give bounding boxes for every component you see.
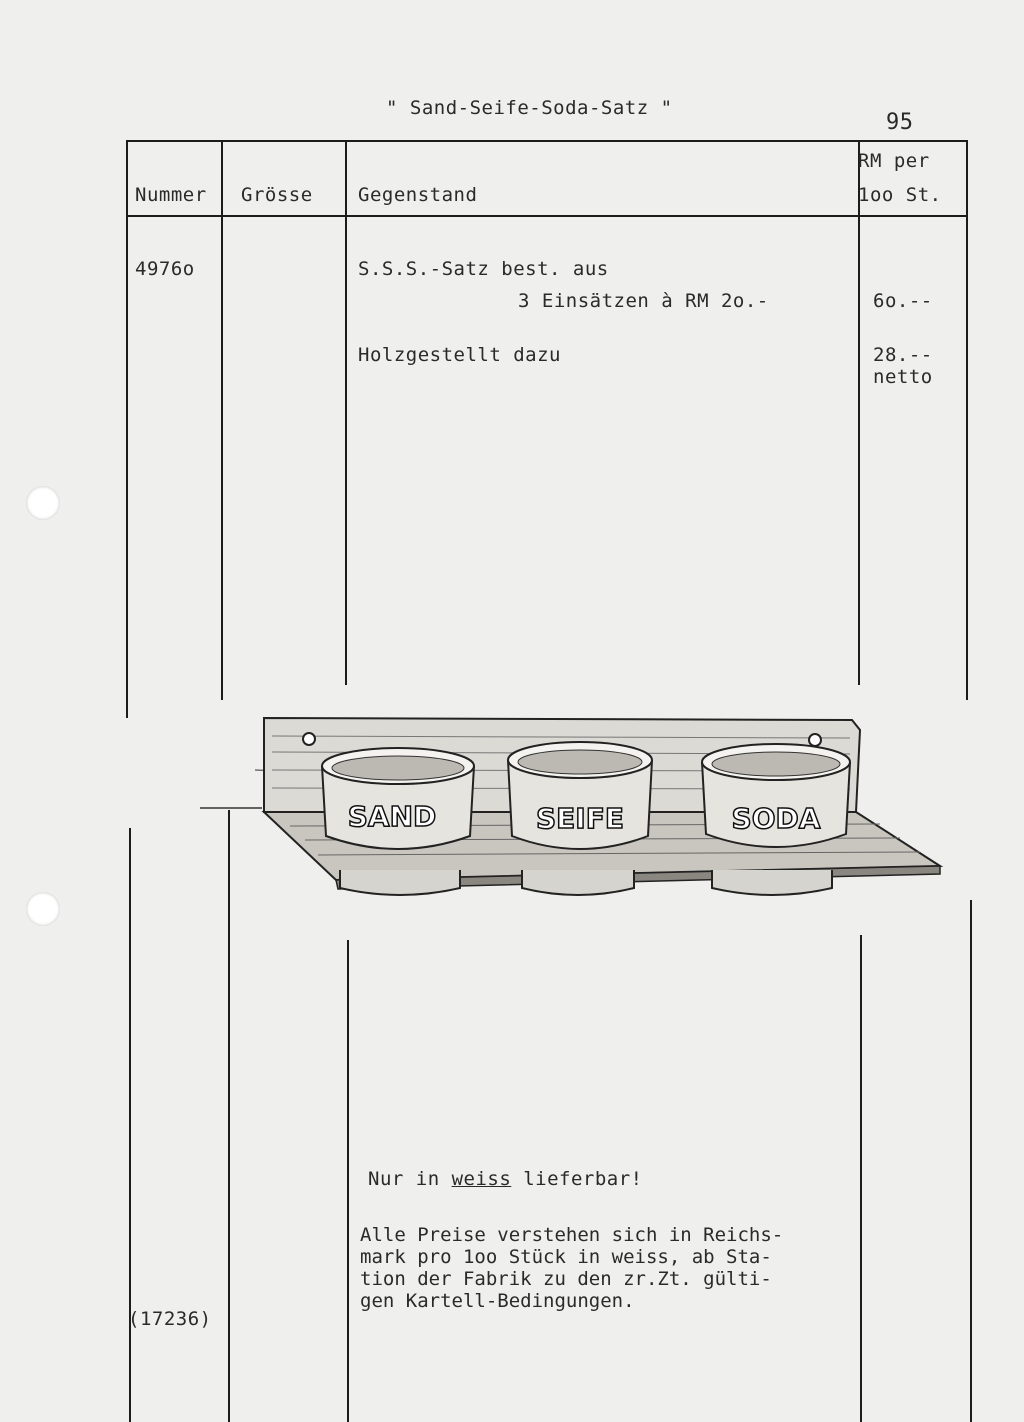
row2-gegenstand: Holzgestellt dazu	[358, 344, 561, 366]
col-header-gegenstand: Gegenstand	[358, 184, 478, 206]
terms-line: Alle Preise verstehen sich in Reichs-	[360, 1224, 784, 1246]
availability-underlined: weiss	[451, 1168, 512, 1190]
page-title: " Sand-Seife-Soda-Satz "	[386, 97, 673, 119]
availability-pre: Nur in	[368, 1168, 452, 1190]
availability-note	[368, 1168, 643, 1190]
row2-preis-note: netto	[873, 366, 933, 388]
row1-gegenstand-line1: S.S.S.-Satz best. aus	[358, 258, 609, 280]
row1-gegenstand-line2: 3 Einsätzen à RM 2o.-	[518, 290, 769, 312]
col-header-stueck: 1oo St.	[858, 184, 942, 206]
col-header-nummer: Nummer	[135, 184, 207, 206]
terms-line: gen Kartell-Bedingungen.	[360, 1290, 635, 1312]
terms-line: mark pro 1oo Stück in weiss, ab Sta-	[360, 1246, 772, 1268]
row2-preis: 28.--	[873, 344, 933, 366]
label-seife: SEIFE	[536, 802, 624, 835]
row1-preis: 6o.--	[873, 290, 933, 312]
price-terms	[360, 1224, 850, 1312]
label-soda: SODA	[731, 802, 821, 835]
row1-nummer: 4976o	[135, 258, 195, 280]
reference-number: (17236)	[128, 1308, 212, 1330]
col-header-groesse: Grösse	[241, 184, 313, 206]
terms-line: tion der Fabrik zu den zr.Zt. gülti-	[360, 1268, 772, 1290]
availability-post: lieferbar!	[511, 1168, 643, 1190]
container-sand	[322, 748, 474, 849]
label-sand: SAND	[347, 800, 437, 833]
col-header-rm-per: RM per	[858, 150, 930, 172]
page-number: 95	[886, 110, 914, 135]
